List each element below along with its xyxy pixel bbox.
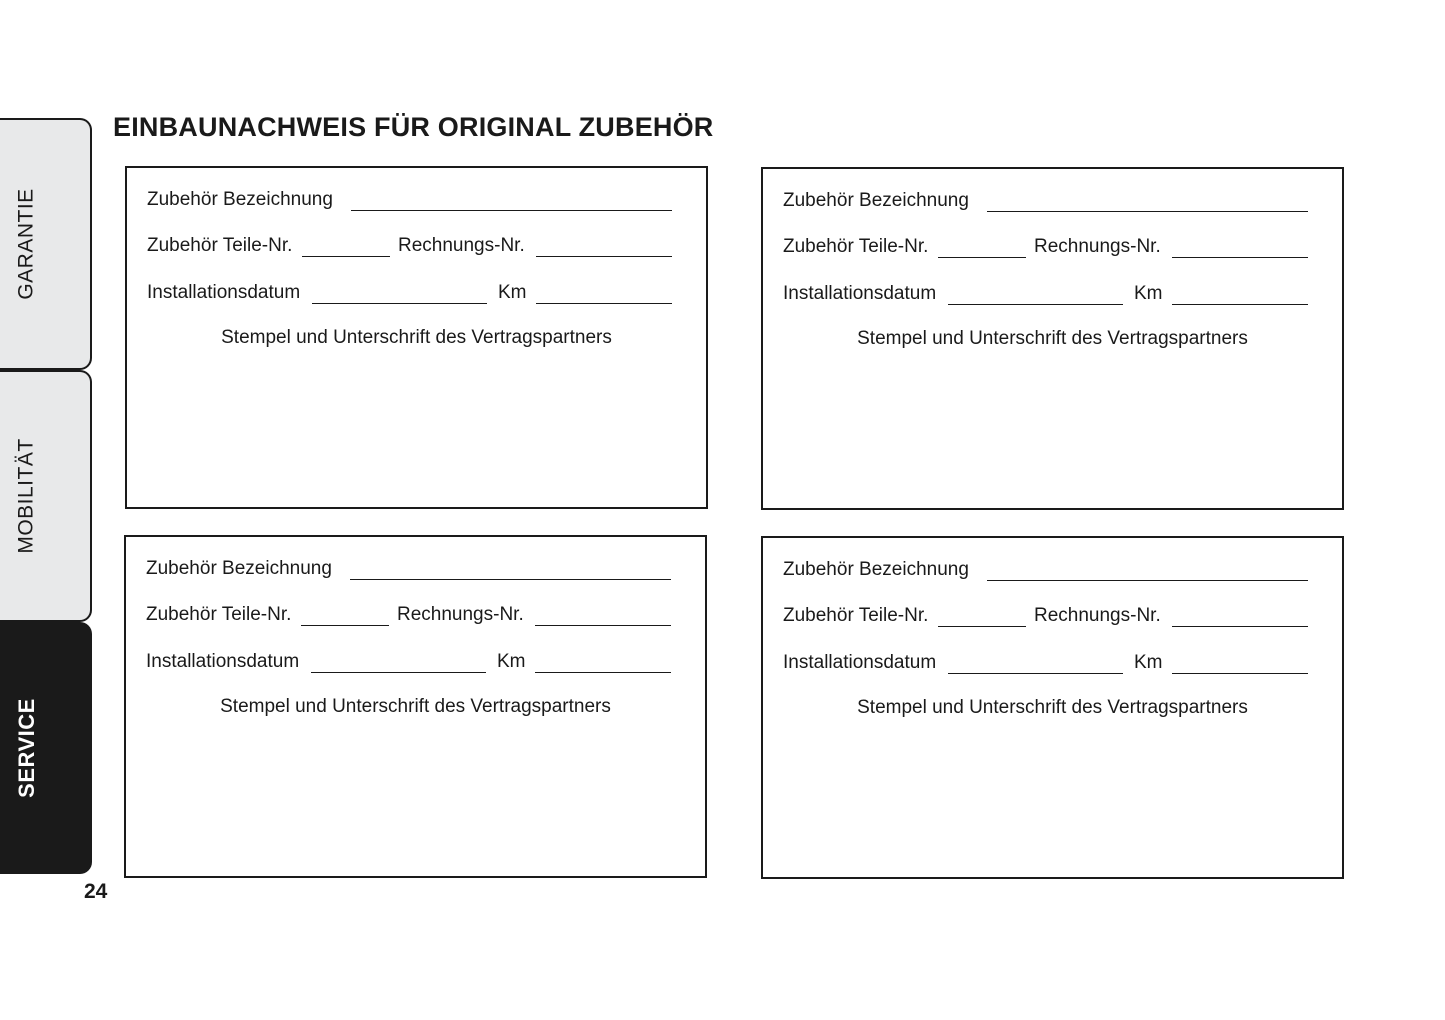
date-km-row [146,649,671,675]
page-title: EINBAUNACHWEIS FÜR ORIGINAL ZUBEHÖR [113,112,714,142]
accessory-name-label: Zubehör Bezeichnung [146,558,332,579]
installation-date-field[interactable] [312,303,487,304]
part-number-label: Zubehör Teile-Nr. [783,605,929,626]
part-number-field[interactable] [938,626,1026,627]
part-invoice-row [783,234,1308,260]
km-label: Km [1134,652,1163,673]
accessory-name-row [146,556,671,582]
stamp-signature-label: Stempel und Unterschrift des Vertragspartners [857,328,1248,349]
installation-date-field[interactable] [311,672,486,673]
part-invoice-row [146,602,671,628]
km-field[interactable] [1172,304,1308,305]
installation-date-field[interactable] [948,304,1123,305]
invoice-number-field[interactable] [1172,257,1308,258]
km-label: Km [1134,283,1163,304]
side-tab-mobilitaet[interactable] [0,370,92,622]
installation-date-label: Installationsdatum [783,283,937,304]
accessory-name-field[interactable] [350,579,671,580]
part-number-field[interactable] [301,625,389,626]
installation-date-label: Installationsdatum [783,652,937,673]
date-km-row [783,650,1308,676]
stamp-signature-label: Stempel und Unterschrift des Vertragspartners [857,697,1248,718]
km-field[interactable] [1172,673,1308,674]
date-km-row [147,280,672,306]
part-number-field[interactable] [938,257,1026,258]
installation-date-label: Installationsdatum [146,651,300,672]
accessory-name-field[interactable] [987,580,1308,581]
installation-record-form [761,536,1344,879]
accessory-name-field[interactable] [351,210,672,211]
part-number-label: Zubehör Teile-Nr. [783,236,929,257]
side-tab-label: GARANTIE [15,188,39,300]
accessory-name-label: Zubehör Bezeichnung [147,189,333,210]
accessory-name-field[interactable] [987,211,1308,212]
side-tab-garantie[interactable] [0,118,92,370]
invoice-number-field[interactable] [536,256,672,257]
side-tab-service[interactable] [0,622,92,874]
installation-date-label: Installationsdatum [147,282,301,303]
accessory-name-label: Zubehör Bezeichnung [783,559,969,580]
invoice-number-field[interactable] [1172,626,1308,627]
installation-record-form [761,167,1344,510]
accessory-name-row [783,557,1308,583]
installation-record-form [125,166,708,509]
part-number-label: Zubehör Teile-Nr. [146,604,292,625]
invoice-number-label: Rechnungs-Nr. [398,235,525,256]
date-km-row [783,281,1308,307]
installation-record-form [124,535,707,878]
part-invoice-row [783,603,1308,629]
accessory-name-row [783,188,1308,214]
invoice-number-label: Rechnungs-Nr. [1034,605,1161,626]
page-number: 24 [84,880,108,903]
part-number-label: Zubehör Teile-Nr. [147,235,293,256]
km-label: Km [498,282,527,303]
km-field[interactable] [536,303,672,304]
invoice-number-label: Rechnungs-Nr. [397,604,524,625]
invoice-number-label: Rechnungs-Nr. [1034,236,1161,257]
part-invoice-row [147,233,672,259]
invoice-number-field[interactable] [535,625,671,626]
km-label: Km [497,651,526,672]
km-field[interactable] [535,672,671,673]
accessory-name-row [147,187,672,213]
accessory-name-label: Zubehör Bezeichnung [783,190,969,211]
side-tab-label: SERVICE [14,698,39,798]
side-tab-label: MOBILITÄT [15,438,39,554]
installation-date-field[interactable] [948,673,1123,674]
stamp-signature-label: Stempel und Unterschrift des Vertragspartners [220,696,611,717]
stamp-signature-label: Stempel und Unterschrift des Vertragspartners [221,327,612,348]
part-number-field[interactable] [302,256,390,257]
